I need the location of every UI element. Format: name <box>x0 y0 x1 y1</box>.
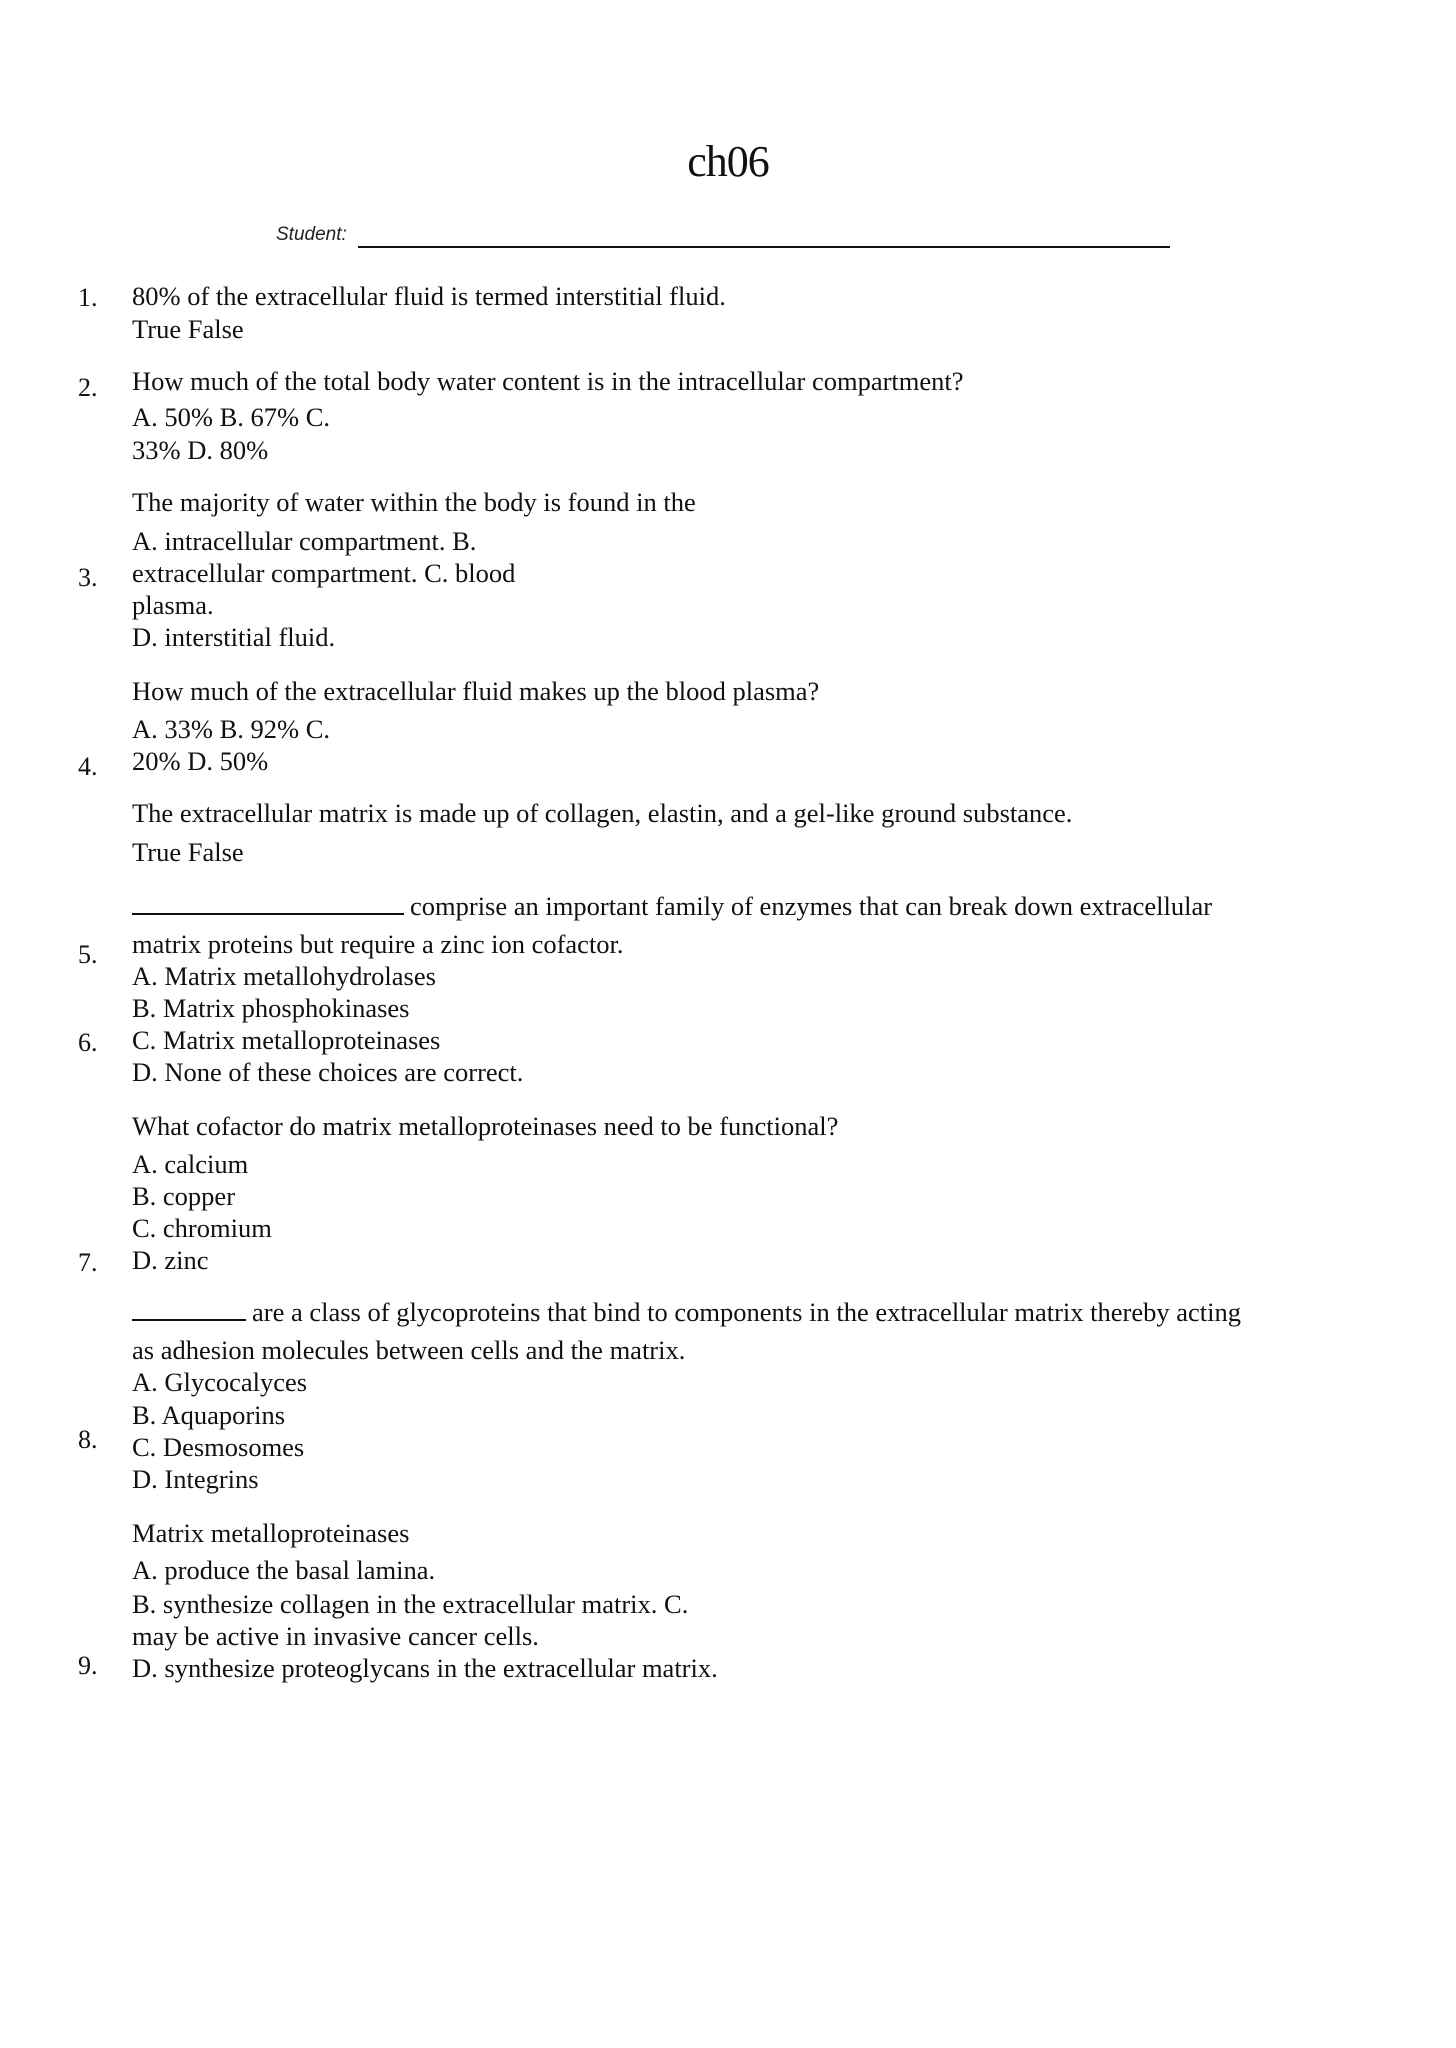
question-3-options-line-4: D. interstitial fluid. <box>132 622 336 652</box>
question-9-option-b: B. synthesize collagen in the extracellular matrix. C. <box>132 1589 689 1619</box>
question-6-text-line-1: comprise an important family of enzymes that can break down extracellular <box>410 891 1213 921</box>
fill-in-blank <box>132 1297 246 1321</box>
question-6-text <box>132 891 1212 921</box>
fill-in-blank <box>132 891 404 915</box>
question-3-options-line-3: plasma. <box>132 590 214 620</box>
question-7-option-c: C. chromium <box>132 1213 272 1243</box>
question-5-answer: True False <box>132 837 244 867</box>
question-4-options-line-2: 20% D. 50% <box>132 746 269 776</box>
question-4-text: How much of the extracellular fluid makes up the blood plasma? <box>132 676 820 706</box>
question-1-number: 1. <box>78 283 98 312</box>
question-7-number: 7. <box>78 1248 98 1277</box>
question-3-text: The majority of water within the body is found in the <box>132 487 696 517</box>
question-3-options-line-1: A. intracellular compartment. B. <box>132 526 477 556</box>
question-6-option-d: D. None of these choices are correct. <box>132 1057 524 1087</box>
student-name-line <box>358 246 1170 248</box>
question-4-options-line-1: A. 33% B. 92% C. <box>132 714 331 744</box>
question-3-options-line-2: extracellular compartment. C. blood <box>132 558 516 588</box>
question-6-text-line-2: matrix proteins but require a zinc ion cofactor. <box>132 929 624 959</box>
document-title: ch06 <box>687 137 769 186</box>
student-label: Student: <box>276 224 347 245</box>
question-3-number: 3. <box>78 563 98 592</box>
question-2-text: How much of the total body water content is in the intracellular compartment? <box>132 366 964 396</box>
question-6-option-b: B. Matrix phosphokinases <box>132 993 410 1023</box>
question-9-option-c-cont: may be active in invasive cancer cells. <box>132 1621 539 1651</box>
question-2-options-line-1: A. 50% B. 67% C. <box>132 402 331 432</box>
question-6-number: 6. <box>78 1028 98 1057</box>
question-6-option-c: C. Matrix metalloproteinases <box>132 1025 441 1055</box>
question-1-answer: True False <box>132 314 244 344</box>
question-9-number: 9. <box>78 1651 98 1680</box>
question-7-option-d: D. zinc <box>132 1245 209 1275</box>
question-7-option-b: B. copper <box>132 1181 236 1211</box>
question-5-text: The extracellular matrix is made up of collagen, elastin, and a gel-like ground substance. <box>132 798 1073 828</box>
question-9-option-d: D. synthesize proteoglycans in the extracellular matrix. <box>132 1653 718 1683</box>
question-8-option-a: A. Glycocalyces <box>132 1367 308 1397</box>
question-7-option-a: A. calcium <box>132 1149 249 1179</box>
question-8-option-c: C. Desmosomes <box>132 1432 305 1462</box>
question-8-option-b: B. Aquaporins <box>132 1400 286 1430</box>
question-8-text-line-1: are a class of glycoproteins that bind to components in the extracellular matrix thereby acting <box>252 1297 1242 1327</box>
question-4-number: 4. <box>78 752 98 781</box>
question-2-options-line-2: 33% D. 80% <box>132 435 269 465</box>
question-1-text: 80% of the extracellular fluid is termed interstitial fluid. <box>132 281 726 311</box>
question-6-option-a: A. Matrix metallohydrolases <box>132 961 436 991</box>
question-9-text: Matrix metalloproteinases <box>132 1518 410 1548</box>
question-8-option-d: D. Integrins <box>132 1464 259 1494</box>
question-2-number: 2. <box>78 373 98 402</box>
question-8-text <box>132 1297 1241 1327</box>
question-7-text: What cofactor do matrix metalloproteinases need to be functional? <box>132 1111 839 1141</box>
question-8-number: 8. <box>78 1425 98 1454</box>
question-9-option-a: A. produce the basal lamina. <box>132 1555 436 1585</box>
question-5-number: 5. <box>78 940 98 969</box>
question-8-text-line-2: as adhesion molecules between cells and the matrix. <box>132 1335 686 1365</box>
